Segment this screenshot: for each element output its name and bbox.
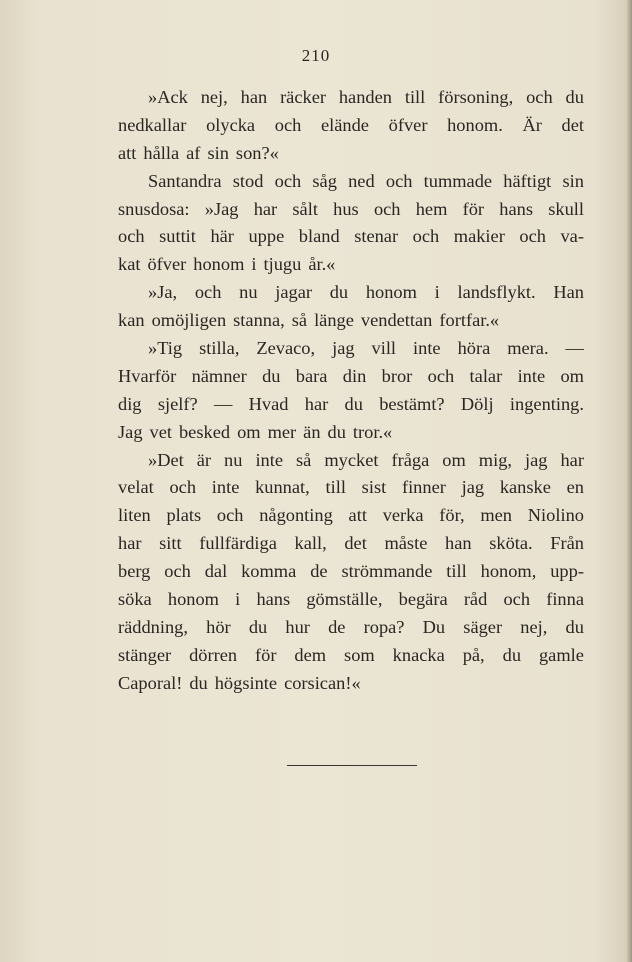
text-line: Jag vet besked om mer än du tror.« [118, 421, 393, 442]
text-line: »Ja, och nu jagar du honom i landsflykt. Han [148, 282, 584, 303]
text-line: snusdosa: »Jag har sålt hus och hem för hans skull [118, 198, 584, 219]
text-line: räddning, hör du hur de ropa? Du säger nej, du [118, 616, 584, 637]
text-line: Hvarför nämner du bara din bror och talar inte om [118, 365, 584, 386]
page-number: 210 [301, 46, 331, 65]
body-text [118, 84, 584, 698]
text-line: dig sjelf? — Hvad har du bestämt? Dölj ingenting. [118, 393, 584, 414]
text-line: kat öfver honom i tjugu år.« [118, 254, 336, 275]
page-edge-shadow [626, 0, 632, 962]
text-line: att hålla af sin son?« [118, 142, 279, 163]
text-line: »Tig stilla, Zevaco, jag vill inte höra mera. — [148, 338, 584, 359]
text-line: berg och dal komma de strömmande till honom, upp- [118, 561, 584, 582]
text-line: »Det är nu inte så mycket fråga om mig, jag har [148, 449, 584, 470]
section-end-rule [287, 765, 417, 766]
text-line: Caporal! du högsinte corsican!« [118, 672, 361, 693]
text-line: har sitt fullfärdiga kall, det måste han sköta. Från [118, 533, 584, 554]
text-line: velat och inte kunnat, till sist finner jag kanske en [118, 477, 584, 498]
text-line: stänger dörren för dem som knacka på, du gamle [118, 644, 584, 665]
text-line: nedkallar olycka och elände öfver honom. Är det [118, 114, 584, 135]
text-line: söka honom i hans gömställe, begära råd och finna [118, 589, 584, 610]
text-line: »Ack nej, han räcker handen till försoning, och du [148, 87, 584, 107]
text-line: kan omöjligen stanna, så länge vendettan fortfar.« [118, 310, 500, 331]
text-line: och suttit här uppe bland stenar och makier och va- [118, 226, 584, 247]
text-line: Santandra stod och såg ned och tummade häftigt sin [148, 170, 584, 191]
text-line: liten plats och någonting att verka för, men Niolino [118, 505, 584, 526]
